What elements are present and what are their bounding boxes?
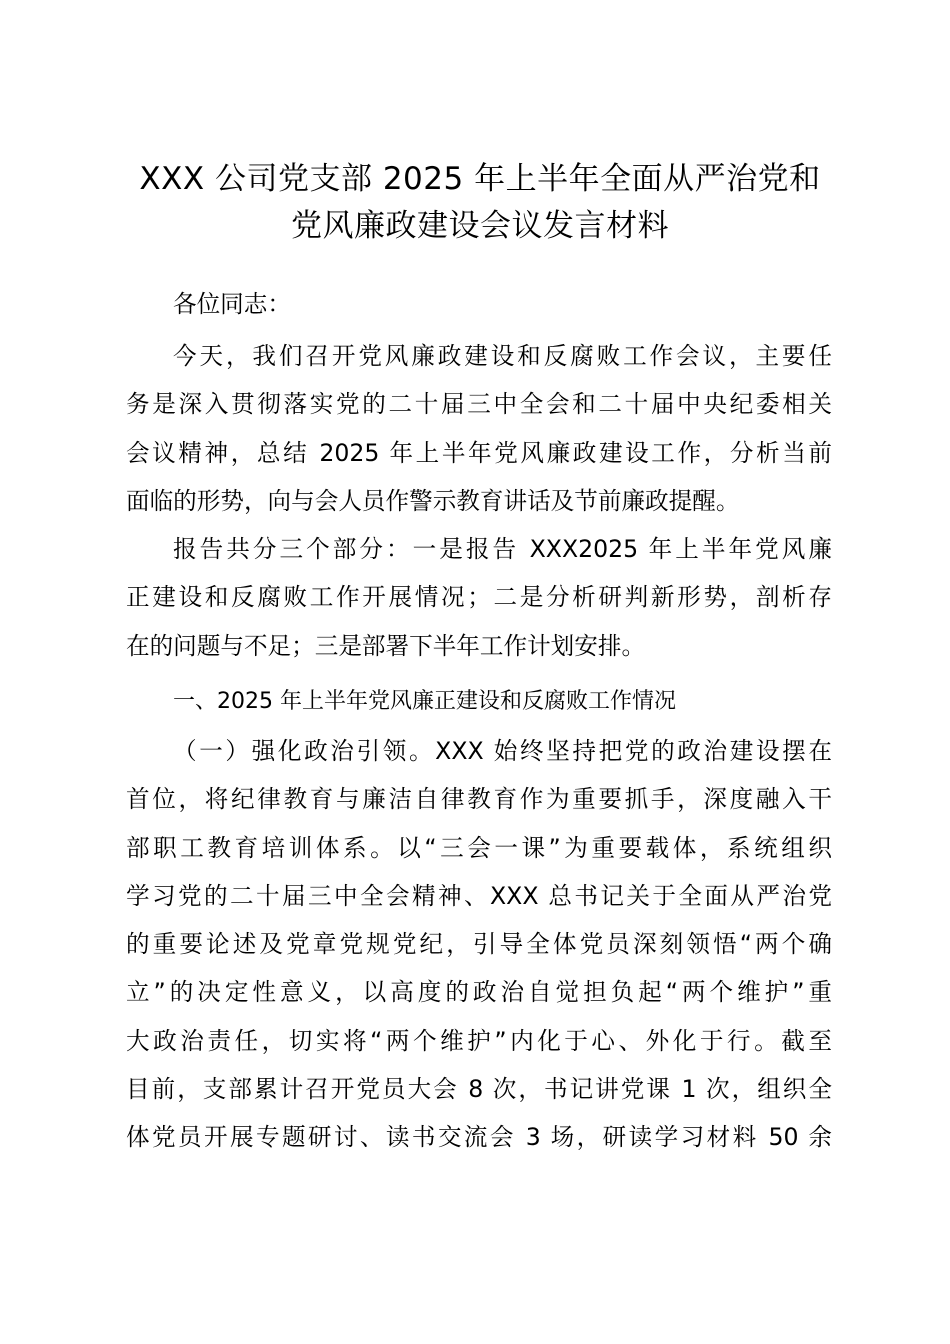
paragraph-line: 务是深入贯彻落实党的二十届三中全会和二十届中央纪委相关	[126, 390, 832, 419]
paragraph-political-leadership	[126, 727, 832, 1162]
paragraph-line: 今天，我们召开党风廉政建设和反腐败工作会议，主要任	[173, 342, 832, 370]
paragraph-line: 在的问题与不足；三是部署下半年工作计划安排。	[126, 631, 646, 660]
paragraph-line: 大政治责任，切实将“两个维护”内化于心、外化于行。截至	[126, 1026, 832, 1055]
salutation-text: 各位同志：	[173, 290, 291, 318]
paragraph-line: 正建设和反腐败工作开展情况；二是分析研判新形势，剖析存	[126, 583, 832, 612]
salutation	[126, 280, 879, 328]
paragraph-line: 体党员开展专题研讨、读书交流会 3 场，研读学习材料 50 余	[126, 1123, 832, 1152]
paragraph-intro	[126, 332, 832, 525]
paragraph-line: 目前，支部累计召开党员大会 8 次，书记讲党课 1 次，组织全	[126, 1075, 832, 1104]
paragraph-line: 面临的形势，向与会人员作警示教育讲话及节前廉政提醒。	[126, 486, 740, 515]
paragraph-line: （一）强化政治引领。XXX 始终坚持把党的政治建设摆在	[173, 737, 832, 765]
paragraph-line: 立”的决定性意义，以高度的政治自觉担负起“两个维护”重	[126, 978, 832, 1007]
title-line: 党风廉政建设会议发言材料	[291, 208, 669, 244]
paragraph-line: 学习党的二十届三中全会精神、XXX 总书记关于全面从严治党	[126, 881, 832, 910]
paragraph-outline	[126, 525, 832, 670]
paragraph-line: 会议精神，总结 2025 年上半年党风廉政建设工作，分析当前	[126, 438, 832, 467]
paragraph-line: 的重要论述及党章党规党纪，引导全体党员深刻领悟“两个确	[126, 930, 832, 959]
paragraph-line: 首位，将纪律教育与廉洁自律教育作为重要抓手，深度融入干	[126, 785, 832, 814]
section-heading	[126, 678, 879, 726]
paragraph-line: 报告共分三个部分：一是报告 XXX2025 年上半年党风廉	[173, 535, 832, 563]
document-title	[110, 156, 850, 250]
paragraph-line: 部职工教育培训体系。以“三会一课”为重要载体，系统组织	[126, 833, 832, 862]
title-line: XXX 公司党支部 2025 年上半年全面从严治党和	[139, 161, 821, 197]
section-heading-text: 一、2025 年上半年党风廉正建设和反腐败工作情况	[173, 689, 676, 714]
